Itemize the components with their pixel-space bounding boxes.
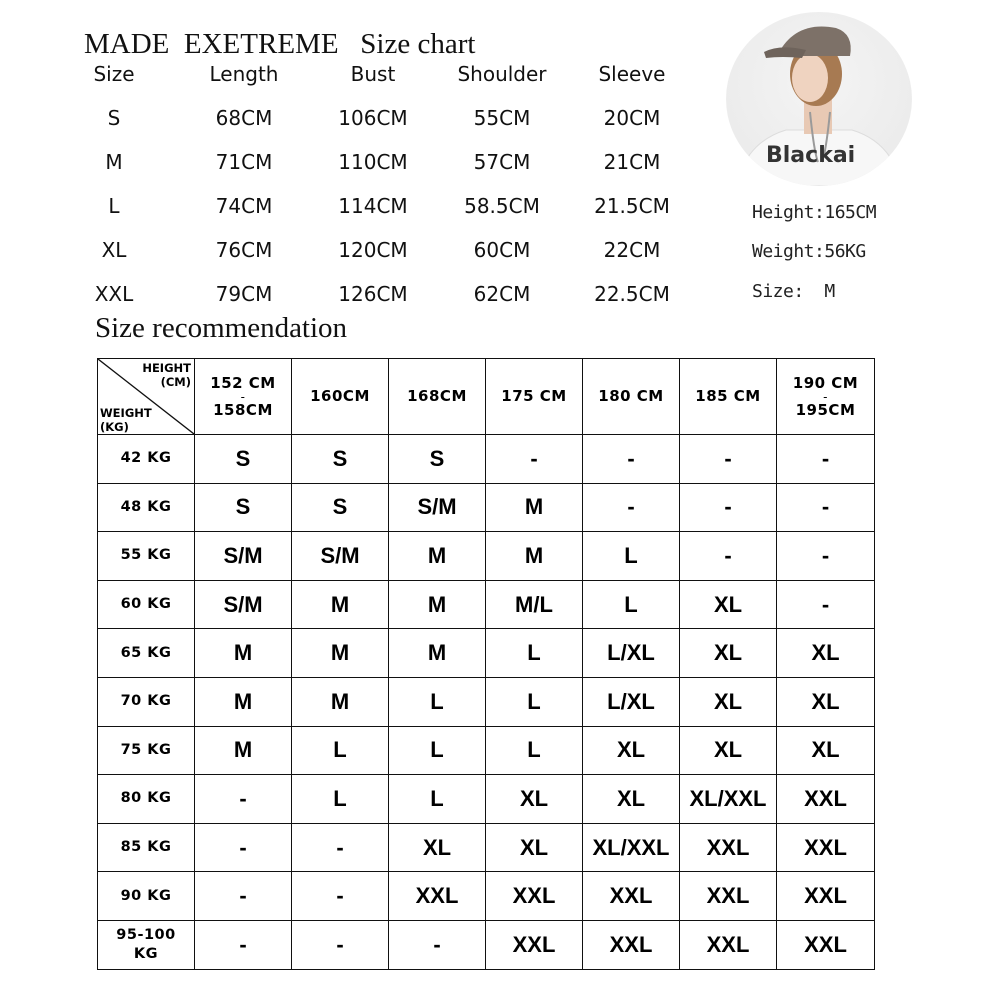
- measurement-value: 22.5CM: [594, 282, 670, 306]
- recommended-size: L: [486, 677, 583, 726]
- recommended-size: M: [389, 580, 486, 629]
- recommended-size: L: [389, 677, 486, 726]
- recommended-size: -: [680, 483, 777, 532]
- recommended-size: XL: [486, 823, 583, 872]
- recommended-size: XXL: [680, 872, 777, 921]
- measurement-value: 120CM: [338, 238, 408, 262]
- recommendation-title: Size recommendation: [95, 312, 348, 344]
- recommended-size: S/M: [389, 483, 486, 532]
- weight-row: [98, 435, 875, 484]
- size-recommendation-table: [97, 358, 875, 970]
- height-value: 180 CM: [598, 387, 664, 405]
- measurement-value: 57CM: [473, 150, 531, 174]
- recommended-size: -: [195, 775, 292, 824]
- weight-row: [98, 872, 875, 921]
- measurement-value: 79CM: [215, 282, 273, 306]
- recommended-size: -: [195, 872, 292, 921]
- weight-label: 65 KG: [98, 629, 195, 678]
- size-label: XXL: [94, 282, 134, 306]
- recommended-size: S: [389, 435, 486, 484]
- measurement-value: 71CM: [215, 150, 273, 174]
- weight-label: 95-100 KG: [98, 920, 195, 969]
- measurement-value: 110CM: [338, 150, 408, 174]
- size-label: S: [107, 106, 121, 130]
- recommended-size: -: [389, 920, 486, 969]
- recommended-size: XXL: [389, 872, 486, 921]
- size-chart-row: [80, 150, 700, 180]
- weight-row: [98, 775, 875, 824]
- measurement-value: 74CM: [215, 194, 273, 218]
- height-column-header: [486, 359, 583, 435]
- weight-row: [98, 580, 875, 629]
- measurement-value: 21CM: [603, 150, 661, 174]
- recommended-size: XL: [680, 629, 777, 678]
- recommended-size: S: [292, 483, 389, 532]
- size-chart-row: [80, 238, 700, 268]
- recommended-size: L: [292, 775, 389, 824]
- recommended-size: XXL: [680, 920, 777, 969]
- weight-label: 90 KG: [98, 872, 195, 921]
- range-dash: -: [240, 389, 246, 404]
- weight-label: 48 KG: [98, 483, 195, 532]
- recommended-size: XL/XXL: [680, 775, 777, 824]
- recommended-size: L: [389, 726, 486, 775]
- recommended-size: L/XL: [583, 677, 680, 726]
- size-chart-header-row: [80, 62, 700, 92]
- recommended-size: M/L: [486, 580, 583, 629]
- weight-row: [98, 726, 875, 775]
- weight-label: 80 KG: [98, 775, 195, 824]
- height-column-header: [777, 359, 875, 435]
- model-weight: Weight:56KG: [752, 241, 866, 262]
- size-chart-header: Shoulder: [457, 62, 547, 86]
- measurement-value: 58.5CM: [464, 194, 540, 218]
- recommended-size: XXL: [486, 920, 583, 969]
- recommended-size: XXL: [486, 872, 583, 921]
- weight-axis-label: WEIGHT (KG): [100, 406, 152, 434]
- recommended-size: XL: [680, 677, 777, 726]
- height-header-row: [98, 359, 875, 435]
- recommended-size: L: [389, 775, 486, 824]
- height-value: 190 CM: [792, 373, 859, 392]
- recommended-size: S/M: [195, 532, 292, 581]
- measurement-value: 60CM: [473, 238, 531, 262]
- size-chart-row: [80, 194, 700, 224]
- corner-cell: [98, 359, 195, 435]
- recommended-size: -: [777, 580, 875, 629]
- recommended-size: M: [486, 532, 583, 581]
- recommended-size: M: [389, 532, 486, 581]
- model-height: Height:165CM: [752, 202, 877, 223]
- recommended-size: -: [583, 483, 680, 532]
- height-axis-label: HEIGHT (CM): [142, 361, 191, 389]
- recommended-size: -: [292, 872, 389, 921]
- recommended-size: -: [777, 483, 875, 532]
- weight-label: 60 KG: [98, 580, 195, 629]
- height-value-end: 195CM: [795, 400, 856, 419]
- recommended-size: S: [195, 483, 292, 532]
- recommended-size: XXL: [777, 872, 875, 921]
- recommended-size: S: [195, 435, 292, 484]
- recommended-size: -: [292, 823, 389, 872]
- model-size: Size: M: [752, 281, 835, 302]
- recommended-size: XXL: [583, 920, 680, 969]
- weight-label: 85 KG: [98, 823, 195, 872]
- size-label: M: [105, 150, 123, 174]
- recommended-size: XL: [680, 580, 777, 629]
- size-chart-header: Sleeve: [598, 62, 666, 86]
- recommended-size: XXL: [777, 823, 875, 872]
- measurement-value: 55CM: [473, 106, 531, 130]
- recommended-size: XL: [583, 775, 680, 824]
- height-column-header: [389, 359, 486, 435]
- measurement-value: 21.5CM: [594, 194, 670, 218]
- weight-row: [98, 823, 875, 872]
- height-column-header: [195, 359, 292, 435]
- height-value-end: 158CM: [213, 400, 273, 419]
- weight-label: 42 KG: [98, 435, 195, 484]
- size-label: XL: [101, 238, 127, 262]
- weight-row: [98, 677, 875, 726]
- size-chart-row: [80, 282, 700, 312]
- model-illustration: [726, 12, 912, 186]
- recommended-size: L: [486, 629, 583, 678]
- recommended-size: M: [486, 483, 583, 532]
- recommended-size: M: [195, 677, 292, 726]
- height-column-header: [680, 359, 777, 435]
- size-chart-title: MADE EXETREME Size chart: [84, 28, 476, 60]
- recommended-size: XL: [680, 726, 777, 775]
- recommended-size: XL: [777, 726, 875, 775]
- height-value: 175 CM: [501, 387, 567, 405]
- height-value: 185 CM: [695, 387, 761, 405]
- measurement-value: 76CM: [215, 238, 273, 262]
- recommended-size: -: [777, 435, 875, 484]
- recommended-size: XXL: [777, 775, 875, 824]
- weight-label: 75 KG: [98, 726, 195, 775]
- recommended-size: M: [292, 580, 389, 629]
- height-column-header: [583, 359, 680, 435]
- recommended-size: L/XL: [583, 629, 680, 678]
- size-chart-row: [80, 106, 700, 136]
- range-dash: -: [823, 389, 828, 404]
- measurement-value: 106CM: [338, 106, 408, 130]
- recommended-size: L: [583, 580, 680, 629]
- recommended-size: M: [195, 726, 292, 775]
- recommended-size: -: [680, 435, 777, 484]
- recommended-size: M: [292, 629, 389, 678]
- recommended-size: L: [292, 726, 389, 775]
- recommended-size: M: [292, 677, 389, 726]
- weight-label: 70 KG: [98, 677, 195, 726]
- measurement-value: 20CM: [603, 106, 661, 130]
- recommended-size: M: [389, 629, 486, 678]
- recommended-size: XXL: [777, 920, 875, 969]
- height-value: 168CM: [407, 387, 467, 405]
- measurement-value: 126CM: [338, 282, 408, 306]
- shirt-print-text: Blackai: [766, 143, 856, 168]
- recommended-size: S: [292, 435, 389, 484]
- recommended-size: XL/XXL: [583, 823, 680, 872]
- weight-row: [98, 920, 875, 969]
- size-chart-header: Length: [209, 62, 279, 86]
- weight-row: [98, 532, 875, 581]
- recommended-size: -: [680, 532, 777, 581]
- recommended-size: -: [195, 920, 292, 969]
- recommended-size: XXL: [583, 872, 680, 921]
- recommended-size: M: [195, 629, 292, 678]
- recommended-size: XL: [777, 677, 875, 726]
- measurement-value: 68CM: [215, 106, 273, 130]
- weight-row: [98, 629, 875, 678]
- height-value: 152 CM: [210, 373, 276, 392]
- recommended-size: -: [777, 532, 875, 581]
- recommended-size: XL: [486, 775, 583, 824]
- recommended-size: XXL: [680, 823, 777, 872]
- size-chart-header: Size: [93, 62, 135, 86]
- weight-row: [98, 483, 875, 532]
- recommended-size: S/M: [292, 532, 389, 581]
- model-photo: [726, 12, 912, 186]
- recommended-size: XL: [777, 629, 875, 678]
- recommended-size: -: [583, 435, 680, 484]
- recommended-size: L: [583, 532, 680, 581]
- recommended-size: -: [195, 823, 292, 872]
- height-column-header: [292, 359, 389, 435]
- recommended-size: XL: [389, 823, 486, 872]
- size-label: L: [108, 194, 120, 218]
- measurement-value: 22CM: [603, 238, 661, 262]
- recommended-size: L: [486, 726, 583, 775]
- recommended-size: S/M: [195, 580, 292, 629]
- weight-label: 55 KG: [98, 532, 195, 581]
- recommended-size: -: [486, 435, 583, 484]
- recommended-size: XL: [583, 726, 680, 775]
- measurement-value: 114CM: [338, 194, 408, 218]
- measurement-value: 62CM: [473, 282, 531, 306]
- recommended-size: -: [292, 920, 389, 969]
- height-value: 160CM: [310, 387, 370, 405]
- size-chart-header: Bust: [350, 62, 396, 86]
